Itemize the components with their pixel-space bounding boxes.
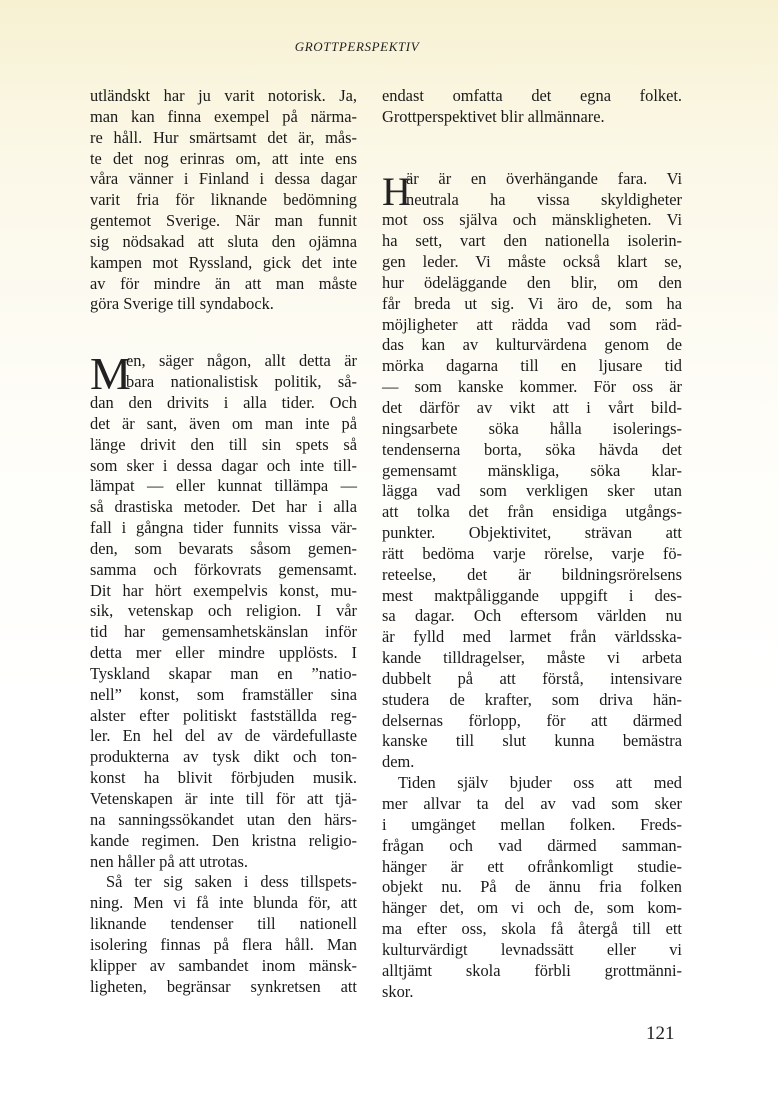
- text-line: ning. Men vi få inte blunda för, att: [90, 893, 357, 913]
- text-line: gentemot Sverige. När man funnit: [90, 211, 357, 231]
- text-line: den, som bevarats såsom gemen-: [90, 538, 357, 558]
- text-line: lägga vad som verkligen sker utan: [382, 481, 682, 501]
- right-column: [382, 86, 682, 1002]
- text-line: nell” konst, som framställer sina: [90, 684, 357, 704]
- text-line: utländskt har ju varit notorisk. Ja,: [90, 86, 357, 105]
- text-line: re håll. Hur smärtsamt det är, mås-: [90, 127, 357, 147]
- text-line: nen håller på att utrotas.: [90, 851, 248, 871]
- text-line: tid har gemensamhetskänslan inför: [90, 622, 357, 642]
- text-line: ningsarbete söka hålla isolerings-: [382, 418, 682, 438]
- page-number: 121: [646, 1023, 675, 1044]
- text-line: det därför av vikt att i vårt bild-: [382, 397, 682, 417]
- text-line: göra Sverige till syndabock.: [90, 294, 274, 314]
- paragraph: [90, 348, 357, 872]
- text-line: detta mer eller mindre upplösts. I: [90, 643, 357, 663]
- text-line: det är sant, även om man inte på: [90, 413, 357, 433]
- text-line: Grottperspektivet blir allmännare.: [382, 106, 605, 126]
- text-line: lämpat — eller kunnat tillämpa —: [90, 476, 357, 496]
- text-line: samma och förkovrats gemensamt.: [90, 559, 357, 579]
- text-line: klipper av sambandet inom mänsk-: [90, 955, 357, 975]
- text-line: kanske till slut kunna bemästra: [382, 731, 682, 751]
- text-line: länge drivit den till sin spets så: [90, 434, 357, 454]
- text-line: hänger det, om vi och de, som kom-: [382, 898, 682, 918]
- paragraph: [382, 86, 682, 128]
- text-line: ler. En hel del av de värdefullaste: [90, 726, 357, 746]
- text-line: våra vänner i Finland i dessa dagar: [90, 169, 357, 189]
- text-line: konst ha blivit förbjuden musik.: [90, 768, 357, 788]
- text-line: liknande tendenser till nationell: [90, 914, 357, 934]
- text-line: sa dagar. Och eftersom världen nu: [382, 606, 682, 626]
- text-line: ma efter oss, skola få återgå till ett: [382, 919, 682, 939]
- text-line: dubbelt på att förstå, intensivare: [382, 668, 682, 688]
- text-line: skor.: [382, 981, 414, 1001]
- drop-cap: H: [382, 168, 411, 214]
- text-line: bara nationalistisk politik, så-: [126, 372, 357, 392]
- text-line: kande tilldragelser, måste vi arbeta: [382, 648, 682, 668]
- paragraph: [382, 773, 682, 1002]
- text-line: objekt nu. På de ännu fria folken: [382, 877, 682, 897]
- text-line: är är en överhängande fara. Vi: [406, 168, 682, 188]
- text-line: Dit har hört exempelvis konst, mu-: [90, 580, 357, 600]
- drop-cap: M: [90, 348, 131, 400]
- text-line: Vetenskapen är inte till för att tjä-: [90, 789, 357, 808]
- text-line: alltjämt skola förbli grottmänni-: [382, 960, 682, 980]
- text-line: punkter. Objektivitet, strävan att: [382, 523, 682, 543]
- text-line: hänger är ett ofrånkomligt studie-: [382, 856, 682, 876]
- text-line: na sanningssökandet utan den härs-: [90, 809, 357, 829]
- text-line: mörka dagarna till en ljusare tid: [382, 356, 682, 376]
- paragraph: [90, 872, 357, 997]
- text-line: gen leder. Vi måste också klart se,: [382, 252, 682, 272]
- text-line: sik, vetenskap och religion. I vår: [90, 601, 357, 621]
- text-line: att tolka det från ensidiga utgångs-: [382, 502, 682, 522]
- text-line: alster efter politiskt fastställda reg-: [90, 705, 357, 725]
- text-line: rätt bedöma varje rörelse, varje fö-: [382, 543, 682, 563]
- text-line: som sker i dessa dagar och inte till-: [90, 455, 357, 475]
- text-line: ha sett, vart den nationella isolerin-: [382, 231, 682, 251]
- text-line: produkterna av tysk dikt och ton-: [90, 747, 357, 767]
- text-line: neutrala ha vissa skyldigheter: [406, 189, 682, 209]
- text-line: man kan finna exempel på närma-: [90, 106, 357, 126]
- text-line: frågan och vad därmed samman-: [382, 835, 682, 855]
- text-line: delsernas förlopp, för att därmed: [382, 710, 682, 730]
- text-line: gemensamt mänskliga, söka klar-: [382, 460, 682, 480]
- text-line: mest maktpåliggande uppgift i des-: [382, 585, 682, 605]
- text-line: så drastiska metoder. Det har i alla: [90, 497, 357, 517]
- text-line: das kan av kulturvärdena genom de: [382, 335, 682, 355]
- text-line: kampen mot Ryssland, gick det inte: [90, 252, 357, 272]
- text-line: ligheten, begränsar synkretsen att: [90, 976, 357, 996]
- text-line: sig nödsakad att sluta den ojämna: [90, 231, 357, 251]
- text-line: te det nog erinras om, att inte ens: [90, 148, 357, 168]
- text-line: i umgänget mellan folken. Freds-: [382, 814, 682, 834]
- text-line: endast omfatta det egna folket.: [382, 86, 682, 105]
- text-line: mot oss själva och mänskligheten. Vi: [382, 210, 682, 230]
- text-line: fall i gångna tider funnits vissa vär-: [90, 518, 357, 538]
- left-column: [90, 86, 357, 997]
- running-header: GROTTPERSPEKTIV: [294, 39, 420, 54]
- text-line: tendenserna borta, söka hävda det: [382, 439, 682, 459]
- text-line: möjligheter att rädda vad som räd-: [382, 314, 682, 334]
- text-line: kande regimen. Den kristna religio-: [90, 830, 357, 850]
- text-line: en, säger någon, allt detta är: [126, 351, 357, 371]
- text-line: reteelse, det är bildningsrörelsens: [382, 564, 682, 584]
- text-line: varit fria för liknande bedömning: [90, 190, 357, 210]
- text-line: mer allvar ta del av vad som sker: [382, 794, 682, 813]
- text-line: isolering finnas på flera håll. Man: [90, 934, 357, 954]
- text-line: dan den drivits i alla tider. Och: [90, 392, 357, 412]
- paragraph: [382, 169, 682, 773]
- text-line: Tiden själv bjuder oss att med: [398, 773, 682, 793]
- text-line: — som kanske kommer. För oss är: [382, 377, 682, 397]
- text-line: studera de krafter, som driva hän-: [382, 689, 682, 709]
- text-line: får breda ut sig. Vi äro de, som ha: [382, 293, 682, 313]
- text-line: Tyskland skapar man en ”natio-: [90, 663, 357, 683]
- text-line: dem.: [382, 752, 415, 772]
- paragraph: [90, 86, 357, 315]
- text-line: Så ter sig saken i dess tillspets-: [106, 872, 357, 892]
- text-line: är fylld med larmet från världsska-: [382, 627, 682, 647]
- text-line: av för mindre än att man måste: [90, 273, 357, 293]
- text-line: hur ödeläggande den blir, om den: [382, 272, 682, 292]
- text-line: kulturvärdigt levnadssätt eller vi: [382, 939, 682, 959]
